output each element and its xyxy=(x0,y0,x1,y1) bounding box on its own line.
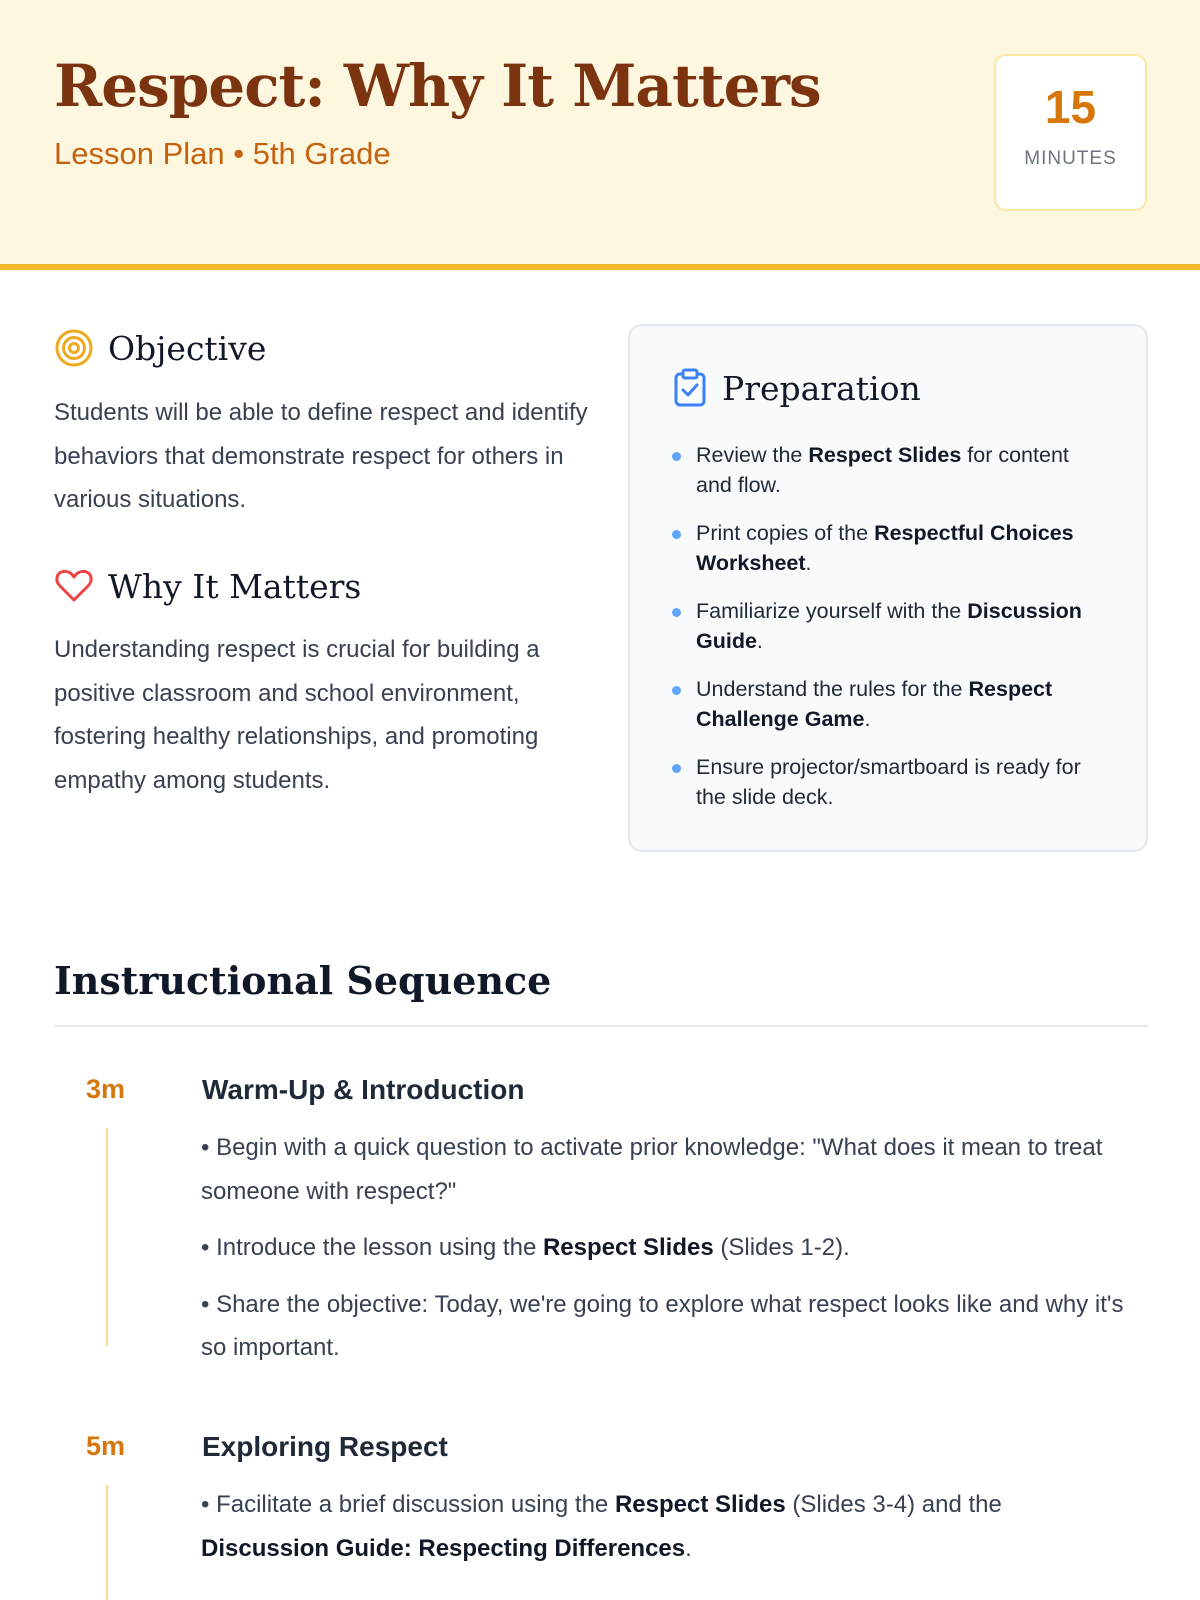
preparation-title: Preparation xyxy=(722,368,921,408)
list-item: Print copies of the Respectful Choices Worksheet. xyxy=(670,518,1110,578)
preparation-card xyxy=(628,324,1148,852)
objective-title: Objective xyxy=(108,328,267,368)
list-item: Familiarize yourself with the Discussion Guide. xyxy=(670,596,1110,656)
step-title: Warm-Up & Introduction xyxy=(202,1074,525,1105)
preparation-list xyxy=(670,440,1110,830)
step-point: • Begin with a quick question to activate prior knowledge: "What does it mean to treat someone with respect?" xyxy=(201,1134,1103,1205)
sequence-step xyxy=(54,1431,1148,1600)
why-heading xyxy=(54,566,361,606)
list-item: Understand the rules for the Respect Challenge Game. xyxy=(670,674,1110,734)
page-subtitle: Lesson Plan • 5th Grade xyxy=(54,136,391,171)
target-icon xyxy=(54,328,94,368)
sequence-step xyxy=(54,1074,1148,1374)
step-point: • Introduce the lesson using the Respect Slides (Slides 1-2). xyxy=(201,1234,850,1261)
objective-text: Students will be able to define respect and identify behaviors that demonstrate respect for others in various situations. xyxy=(54,399,588,513)
step-point: • Share the objective: Today, we're going to explore what respect looks like and why it's so important. xyxy=(201,1290,1124,1361)
clipboard-check-icon xyxy=(672,368,708,408)
step-points xyxy=(201,1483,1101,1570)
duration-label: MINUTES xyxy=(1024,148,1117,169)
preparation-heading xyxy=(672,368,921,408)
step-timeline xyxy=(106,1485,108,1600)
step-points xyxy=(201,1126,1151,1383)
heart-icon xyxy=(54,566,94,606)
step-duration: 3m xyxy=(86,1074,126,1104)
list-item: Review the Respect Slides for content and flow. xyxy=(670,440,1110,500)
step-point: • Facilitate a brief discussion using the Respect Slides (Slides 3-4) and the Discussion Guide: Respecting Differences. xyxy=(201,1491,1002,1562)
why-text: Understanding respect is crucial for building a positive classroom and school environment, fostering healthy relationships, and promoting empathy among students. xyxy=(54,636,540,794)
duration-badge xyxy=(994,54,1147,211)
lesson-header xyxy=(0,0,1200,270)
sequence-divider xyxy=(54,1025,1148,1027)
step-duration: 5m xyxy=(86,1431,126,1461)
page-title: Respect: Why It Matters xyxy=(54,52,821,120)
objective-heading xyxy=(54,328,266,368)
list-item: Ensure projector/smartboard is ready for the slide deck. xyxy=(670,752,1110,812)
step-title: Exploring Respect xyxy=(202,1431,448,1462)
why-title: Why It Matters xyxy=(108,566,362,606)
duration-value: 15 xyxy=(1044,81,1097,133)
step-timeline xyxy=(106,1128,108,1346)
sequence-title: Instructional Sequence xyxy=(54,958,552,1003)
